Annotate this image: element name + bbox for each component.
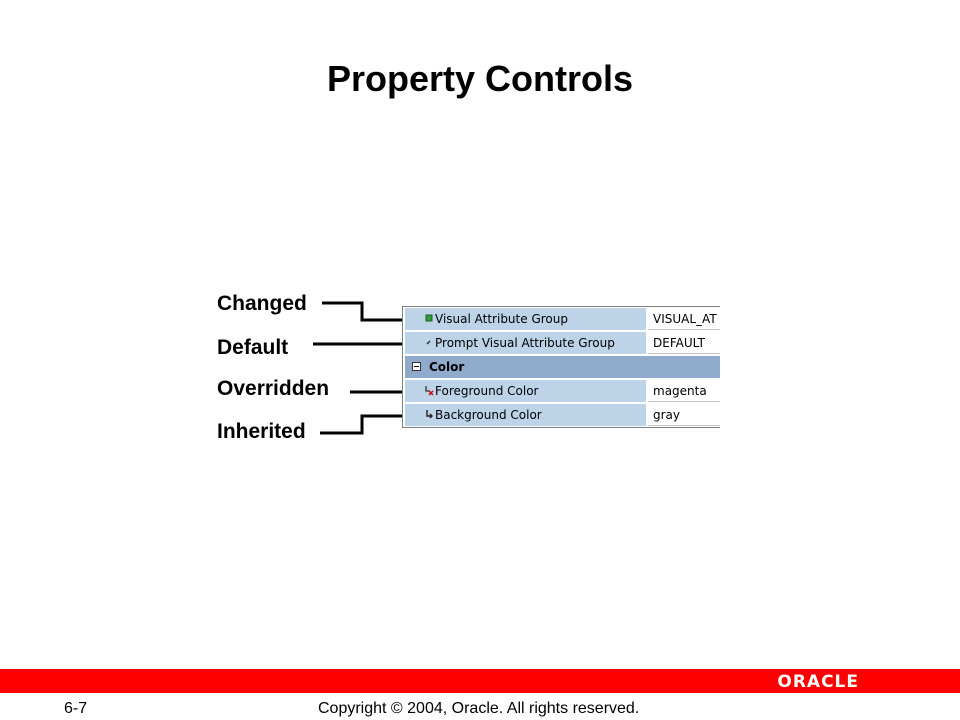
property-value-field[interactable]	[648, 404, 720, 426]
slide-title: Property Controls	[326, 58, 634, 99]
property-row[interactable]	[403, 379, 720, 403]
default-dot-icon	[425, 337, 434, 348]
property-value: VISUAL_AT	[653, 312, 717, 326]
slide-number: 6-7	[64, 700, 88, 717]
connector-inherited	[320, 416, 404, 433]
property-value: DEFAULT	[653, 336, 705, 350]
copyright-notice: Copyright © 2004, Oracle. All rights reserved.	[318, 700, 640, 717]
callout-overridden: Overridden	[217, 377, 330, 400]
property-name-cell[interactable]	[405, 380, 647, 402]
property-name-cell[interactable]	[405, 332, 647, 354]
property-value: gray	[653, 408, 681, 422]
collapse-minus-icon[interactable]	[412, 362, 421, 371]
property-name-cell[interactable]	[405, 404, 647, 426]
callout-default: Default	[217, 336, 289, 359]
property-value-field[interactable]	[648, 332, 720, 354]
property-row[interactable]	[403, 331, 720, 355]
category-label: Color	[429, 360, 465, 374]
property-name: Foreground Color	[435, 384, 539, 398]
oracle-logo: ORACLE	[777, 672, 859, 692]
callout-inherited: Inherited	[217, 420, 306, 443]
inherited-arrow-icon	[425, 409, 434, 420]
property-value-field[interactable]	[648, 380, 720, 402]
property-name: Prompt Visual Attribute Group	[435, 336, 615, 350]
overridden-arrow-icon	[425, 385, 434, 396]
category-header[interactable]	[405, 356, 720, 378]
property-row[interactable]	[403, 403, 720, 427]
changed-square-icon	[425, 313, 434, 324]
category-row[interactable]	[403, 355, 720, 379]
callout-changed: Changed	[217, 292, 307, 315]
property-value-field[interactable]	[648, 308, 720, 330]
connector-changed	[322, 303, 404, 320]
property-palette	[402, 306, 720, 428]
property-name: Background Color	[435, 408, 542, 422]
property-name-cell[interactable]	[405, 308, 647, 330]
property-value: magenta	[653, 384, 707, 398]
property-name: Visual Attribute Group	[435, 312, 568, 326]
footer-bar	[0, 669, 960, 693]
property-row[interactable]	[403, 307, 720, 331]
